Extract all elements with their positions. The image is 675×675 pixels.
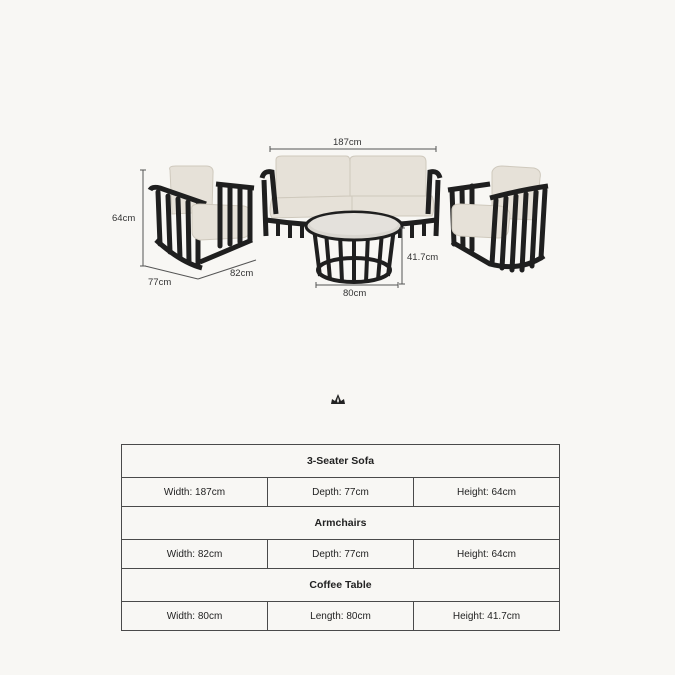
table-height-cell: Height: 41.7cm: [413, 602, 559, 631]
sofa-height-cell: Height: 64cm: [413, 478, 559, 507]
furniture-illustration: [0, 0, 675, 320]
spec-row: [122, 478, 560, 507]
spec-row: [122, 602, 560, 631]
crown-icon: [329, 392, 347, 406]
left-armchair: [150, 166, 254, 268]
spec-row: [122, 540, 560, 569]
table-width-cell: Width: 80cm: [122, 602, 268, 631]
armchair-width-cell: Width: 82cm: [122, 540, 268, 569]
armchairs-title: Armchairs: [122, 507, 560, 540]
coffee-table: [306, 212, 402, 282]
table-width-label: 80cm: [343, 288, 367, 299]
chair-width-label: 82cm: [230, 268, 254, 279]
right-armchair: [448, 166, 548, 270]
spec-title-row: [122, 569, 560, 602]
coffee-table-title: Coffee Table: [122, 569, 560, 602]
armchair-depth-cell: Depth: 77cm: [267, 540, 413, 569]
sofa-width-cell: Width: 187cm: [122, 478, 268, 507]
sofa-depth-cell: Depth: 77cm: [267, 478, 413, 507]
table-length-cell: Length: 80cm: [267, 602, 413, 631]
spec-title-row: [122, 445, 560, 478]
sofa-title: 3-Seater Sofa: [122, 445, 560, 478]
sofa-width-label: 187cm: [333, 137, 362, 148]
spec-title-row: [122, 507, 560, 540]
chair-height-label: 64cm: [112, 213, 136, 224]
table-height-label: 41.7cm: [407, 252, 439, 263]
armchair-height-cell: Height: 64cm: [413, 540, 559, 569]
spec-table: [121, 444, 560, 631]
chair-depth-label: 77cm: [148, 277, 172, 288]
